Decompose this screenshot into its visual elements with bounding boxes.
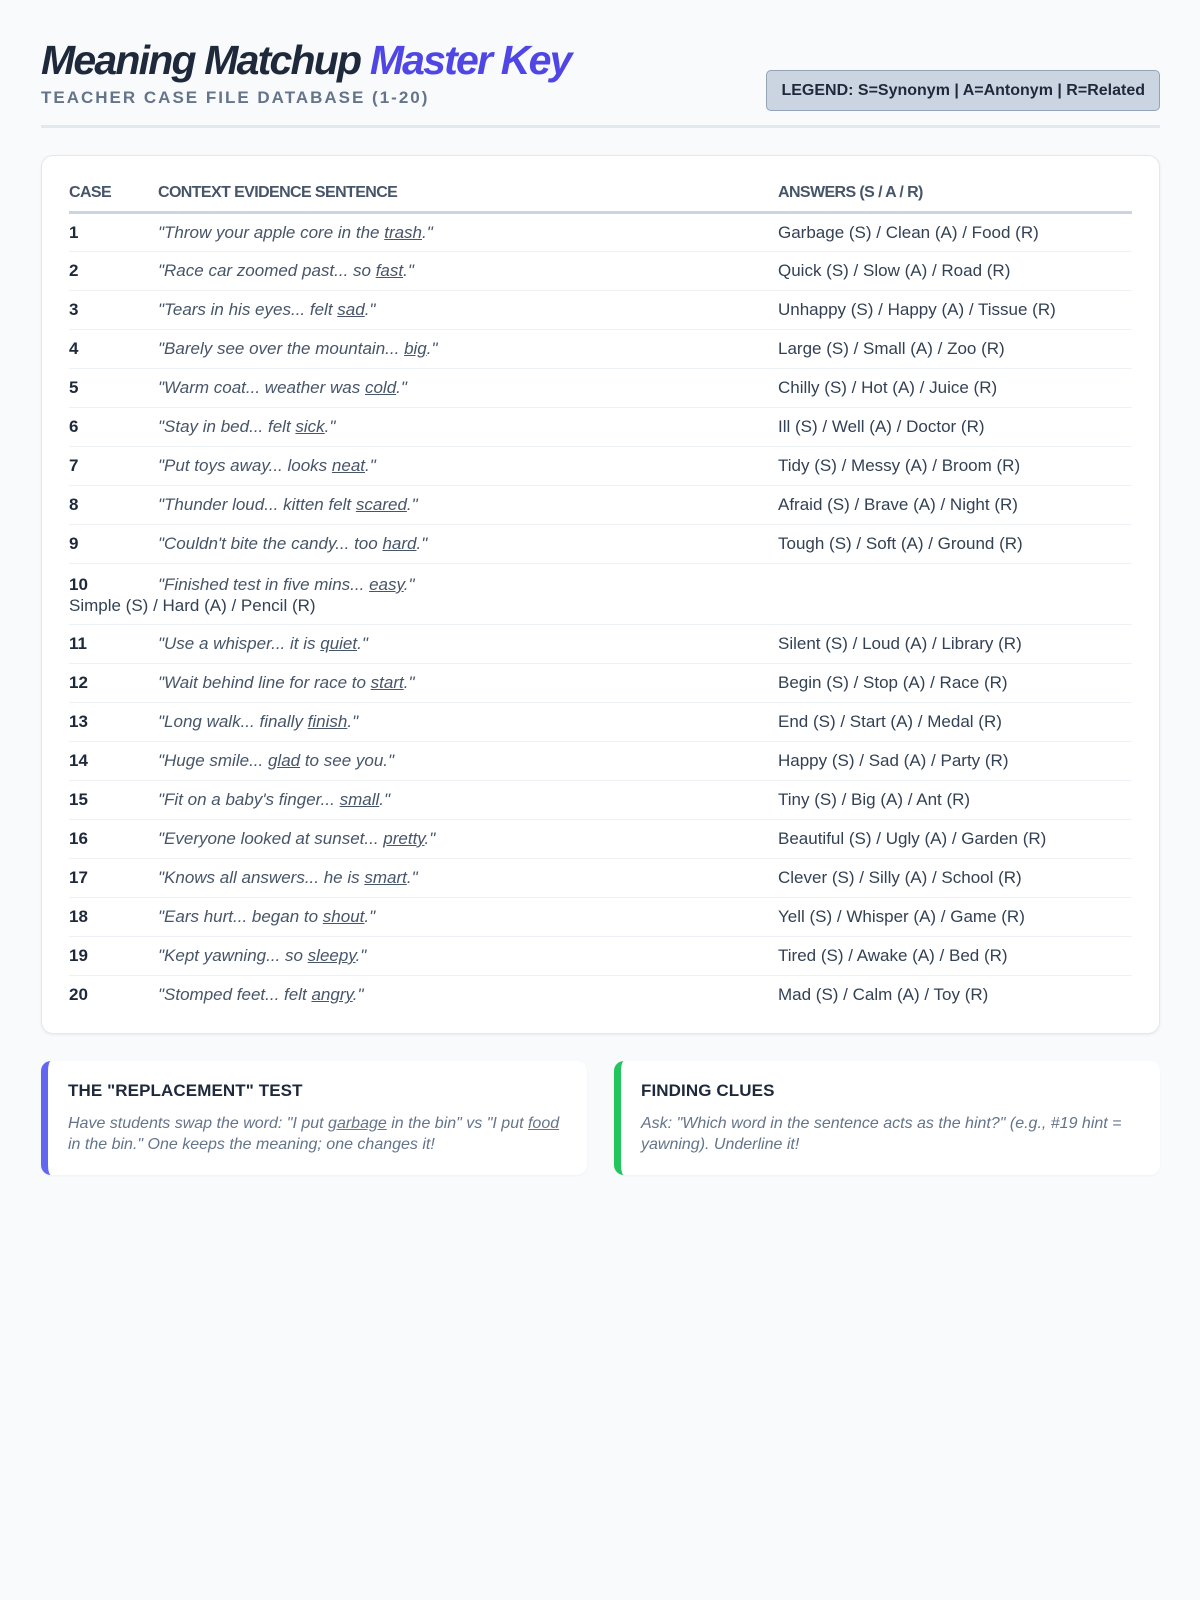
sentence-text-after: ." — [403, 575, 415, 594]
answers-cell: Begin (S) / Stop (A) / Race (R) — [778, 664, 1132, 703]
sentence-text-after: ." — [424, 829, 436, 848]
column-header-case: CASE — [69, 176, 158, 213]
sentence-text-before: "Everyone looked at sunset... — [158, 829, 384, 848]
case-number: 6 — [69, 408, 158, 447]
sentence-text-before: "Barely see over the mountain... — [158, 339, 405, 358]
target-word: easy — [369, 575, 404, 594]
evidence-sentence — [158, 976, 778, 1015]
target-word: angry — [311, 985, 353, 1005]
page-title — [41, 36, 571, 84]
sentence-text-after: ." — [422, 222, 433, 242]
evidence-sentence — [158, 898, 778, 937]
answers-cell: Happy (S) / Sad (A) / Party (R) — [778, 742, 1132, 781]
case-number: 19 — [69, 937, 158, 976]
replacement-text-2: in the bin" vs "I put — [386, 1114, 528, 1132]
sentence-text-before: "Tears in his eyes... felt — [158, 300, 338, 319]
target-word: trash — [384, 222, 423, 242]
column-header-answers: ANSWERS (S / A / R) — [778, 176, 1132, 213]
sentence-text-after: ." — [416, 534, 428, 553]
sentence-text-before: "Stomped feet... felt — [158, 985, 312, 1005]
table-header-row — [69, 176, 1132, 213]
sentence-text-after: ." — [352, 985, 364, 1005]
evidence-sentence — [158, 408, 778, 447]
sentence-text-before: "Put toys away... looks — [158, 456, 332, 475]
table-row — [69, 564, 1132, 625]
answers-cell: Ill (S) / Well (A) / Doctor (R) — [778, 408, 1132, 447]
case-number: 4 — [69, 330, 158, 369]
sentence-text-before: "Ears hurt... began to — [158, 907, 323, 926]
target-word: shout — [322, 907, 365, 926]
case-number: 14 — [69, 742, 158, 781]
target-word: big — [404, 339, 427, 358]
table-row — [69, 898, 1132, 937]
table-row — [69, 859, 1132, 898]
table-row — [69, 742, 1132, 781]
table-row — [69, 213, 1132, 252]
answers-cell: Tiny (S) / Big (A) / Ant (R) — [778, 781, 1132, 820]
table-row — [69, 486, 1132, 525]
table-row — [69, 625, 1132, 664]
sentence-text-before: "Finished test in five mins... — [158, 575, 370, 594]
tips-section — [41, 1061, 1160, 1175]
target-word: sleepy — [307, 946, 356, 965]
answers-cell: Garbage (S) / Clean (A) / Food (R) — [778, 213, 1132, 252]
case-number: 13 — [69, 703, 158, 742]
sentence-text-after: ." — [365, 456, 376, 475]
answers-cell: Yell (S) / Whisper (A) / Game (R) — [778, 898, 1132, 937]
evidence-sentence — [158, 291, 778, 330]
case-number: 12 — [69, 664, 158, 703]
case-number: 10 — [69, 575, 88, 594]
table-row — [69, 820, 1132, 859]
answers-cell: Tired (S) / Awake (A) / Bed (R) — [778, 937, 1132, 976]
sentence-text-after: ." — [426, 339, 438, 358]
evidence-sentence — [158, 859, 778, 898]
sentence-text-before: "Knows all answers... he is — [158, 868, 365, 887]
sentence-text-after: ." — [403, 261, 414, 280]
replacement-test-body — [68, 1113, 567, 1155]
target-word: finish — [307, 712, 348, 731]
target-word: small — [339, 790, 380, 809]
page-header — [41, 36, 1160, 128]
evidence-sentence — [158, 781, 778, 820]
evidence-sentence — [158, 937, 778, 976]
legend-badge: LEGEND: S=Synonym | A=Antonym | R=Related — [766, 70, 1160, 111]
replacement-test-title: THE "REPLACEMENT" TEST — [68, 1080, 303, 1100]
replacement-word-garbage: garbage — [328, 1114, 387, 1132]
table-body — [69, 213, 1132, 1015]
table-row — [69, 330, 1132, 369]
target-word: scared — [355, 495, 407, 514]
target-word: hard — [382, 534, 417, 553]
answers-cell: Simple (S) / Hard (A) / Pencil (R) — [69, 596, 316, 615]
replacement-text-3: in the bin." One keeps the meaning; one changes it! — [68, 1135, 435, 1153]
table-row — [69, 447, 1132, 486]
case-cell-wrapped — [69, 564, 1132, 625]
sentence-text-after: ." — [403, 673, 415, 692]
page-subtitle: TEACHER CASE FILE DATABASE (1-20) — [41, 88, 430, 107]
evidence-sentence — [158, 703, 778, 742]
sentence-text-after: ." — [379, 790, 391, 809]
answers-cell: Afraid (S) / Brave (A) / Night (R) — [778, 486, 1132, 525]
case-number: 1 — [69, 213, 158, 252]
sentence-text-before: "Race car zoomed past... so — [158, 261, 376, 280]
title-main: Meaning Matchup — [41, 37, 361, 83]
evidence-sentence — [158, 213, 778, 252]
evidence-sentence — [158, 486, 778, 525]
sentence-text-before: "Huge smile... — [158, 751, 268, 770]
finding-clues-body: Ask: "Which word in the sentence acts as the hint?" (e.g., #19 hint = yawning). Underline it! — [641, 1114, 1122, 1153]
sentence-text-before: "Throw your apple core in the — [158, 222, 385, 242]
case-number: 8 — [69, 486, 158, 525]
evidence-sentence — [158, 575, 414, 594]
sentence-text-before: "Kept yawning... so — [158, 946, 308, 965]
target-word: glad — [267, 751, 301, 770]
table-row — [69, 369, 1132, 408]
target-word: smart — [364, 868, 407, 887]
target-word: fast — [375, 261, 404, 280]
answers-cell: Mad (S) / Calm (A) / Toy (R) — [778, 985, 989, 1005]
evidence-sentence — [158, 330, 778, 369]
sentence-text-before: "Stay in bed... felt — [158, 417, 296, 436]
sentence-text-before: "Thunder loud... kitten felt — [158, 495, 356, 514]
answers-cell: Clever (S) / Silly (A) / School (R) — [778, 859, 1132, 898]
answers-cell: Beautiful (S) / Ugly (A) / Garden (R) — [778, 820, 1132, 859]
sentence-text-before: "Fit on a baby's finger... — [158, 790, 340, 809]
sentence-text-after: ." — [357, 634, 368, 653]
sentence-text-after: ." — [406, 495, 418, 514]
sentence-text-after: ." — [347, 712, 359, 731]
sentence-text-before: "Long walk... finally — [158, 712, 308, 731]
case-number: 2 — [69, 252, 158, 291]
answers-cell: Large (S) / Small (A) / Zoo (R) — [778, 330, 1132, 369]
table-row — [69, 525, 1132, 564]
answers-cell: Unhappy (S) / Happy (A) / Tissue (R) — [778, 291, 1132, 330]
evidence-sentence — [158, 664, 778, 703]
sentence-text-after: ." — [406, 868, 418, 887]
answers-cell: End (S) / Start (A) / Medal (R) — [778, 703, 1132, 742]
table-row — [69, 976, 1132, 1015]
evidence-sentence — [158, 742, 778, 781]
table-row — [69, 664, 1132, 703]
sentence-text-after: ." — [364, 907, 376, 926]
evidence-sentence — [158, 625, 778, 664]
answers-cell: Tidy (S) / Messy (A) / Broom (R) — [778, 447, 1132, 486]
sentence-text-before: "Couldn't bite the candy... too — [158, 534, 383, 553]
replacement-text-1: Have students swap the word: "I put — [68, 1114, 329, 1132]
replacement-word-food: food — [527, 1114, 560, 1132]
target-word: quiet — [320, 634, 358, 653]
answers-cell: Chilly (S) / Hot (A) / Juice (R) — [778, 369, 1132, 408]
table-row — [69, 408, 1132, 447]
sentence-text-before: "Warm coat... weather was — [158, 378, 365, 397]
evidence-sentence — [158, 525, 778, 564]
sentence-text-after: ." — [364, 300, 376, 319]
table-row — [69, 781, 1132, 820]
evidence-sentence — [158, 252, 778, 291]
case-number: 17 — [69, 859, 158, 898]
case-table-card — [41, 155, 1160, 1034]
case-number: 7 — [69, 447, 158, 486]
case-number: 18 — [69, 898, 158, 937]
answers-cell: Silent (S) / Loud (A) / Library (R) — [778, 625, 1132, 664]
case-number: 3 — [69, 291, 158, 330]
sentence-text-after: ." — [324, 417, 336, 436]
table-row — [69, 703, 1132, 742]
title-accent: Master Key — [369, 37, 571, 83]
table-row — [69, 291, 1132, 330]
sentence-text-after: ." — [355, 946, 367, 965]
target-word: pretty — [383, 829, 425, 848]
sentence-text-after: to see you." — [300, 751, 395, 770]
case-number: 11 — [69, 625, 158, 664]
replacement-test-card — [41, 1061, 587, 1175]
case-number: 15 — [69, 781, 158, 820]
evidence-sentence — [158, 447, 778, 486]
sentence-text-before: "Wait behind line for race to — [158, 673, 371, 692]
answers-cell: Quick (S) / Slow (A) / Road (R) — [778, 252, 1132, 291]
target-word: cold — [364, 378, 397, 397]
target-word: sad — [337, 300, 365, 319]
case-number: 20 — [69, 985, 88, 1005]
sentence-text-before: "Use a whisper... it is — [158, 634, 321, 653]
case-number: 9 — [69, 525, 158, 564]
finding-clues-card — [614, 1061, 1160, 1175]
answers-cell: Tough (S) / Soft (A) / Ground (R) — [778, 525, 1132, 564]
evidence-sentence — [158, 820, 778, 859]
target-word: start — [370, 673, 404, 692]
case-table — [69, 176, 1132, 1015]
sentence-text-after: ." — [396, 378, 407, 397]
target-word: sick — [295, 417, 325, 436]
table-row — [69, 252, 1132, 291]
evidence-sentence — [158, 369, 778, 408]
column-header-sentence: CONTEXT EVIDENCE SENTENCE — [158, 176, 778, 213]
case-number: 5 — [69, 369, 158, 408]
case-number: 16 — [69, 820, 158, 859]
target-word: neat — [331, 456, 365, 475]
finding-clues-title: FINDING CLUES — [641, 1080, 775, 1100]
table-row — [69, 937, 1132, 976]
